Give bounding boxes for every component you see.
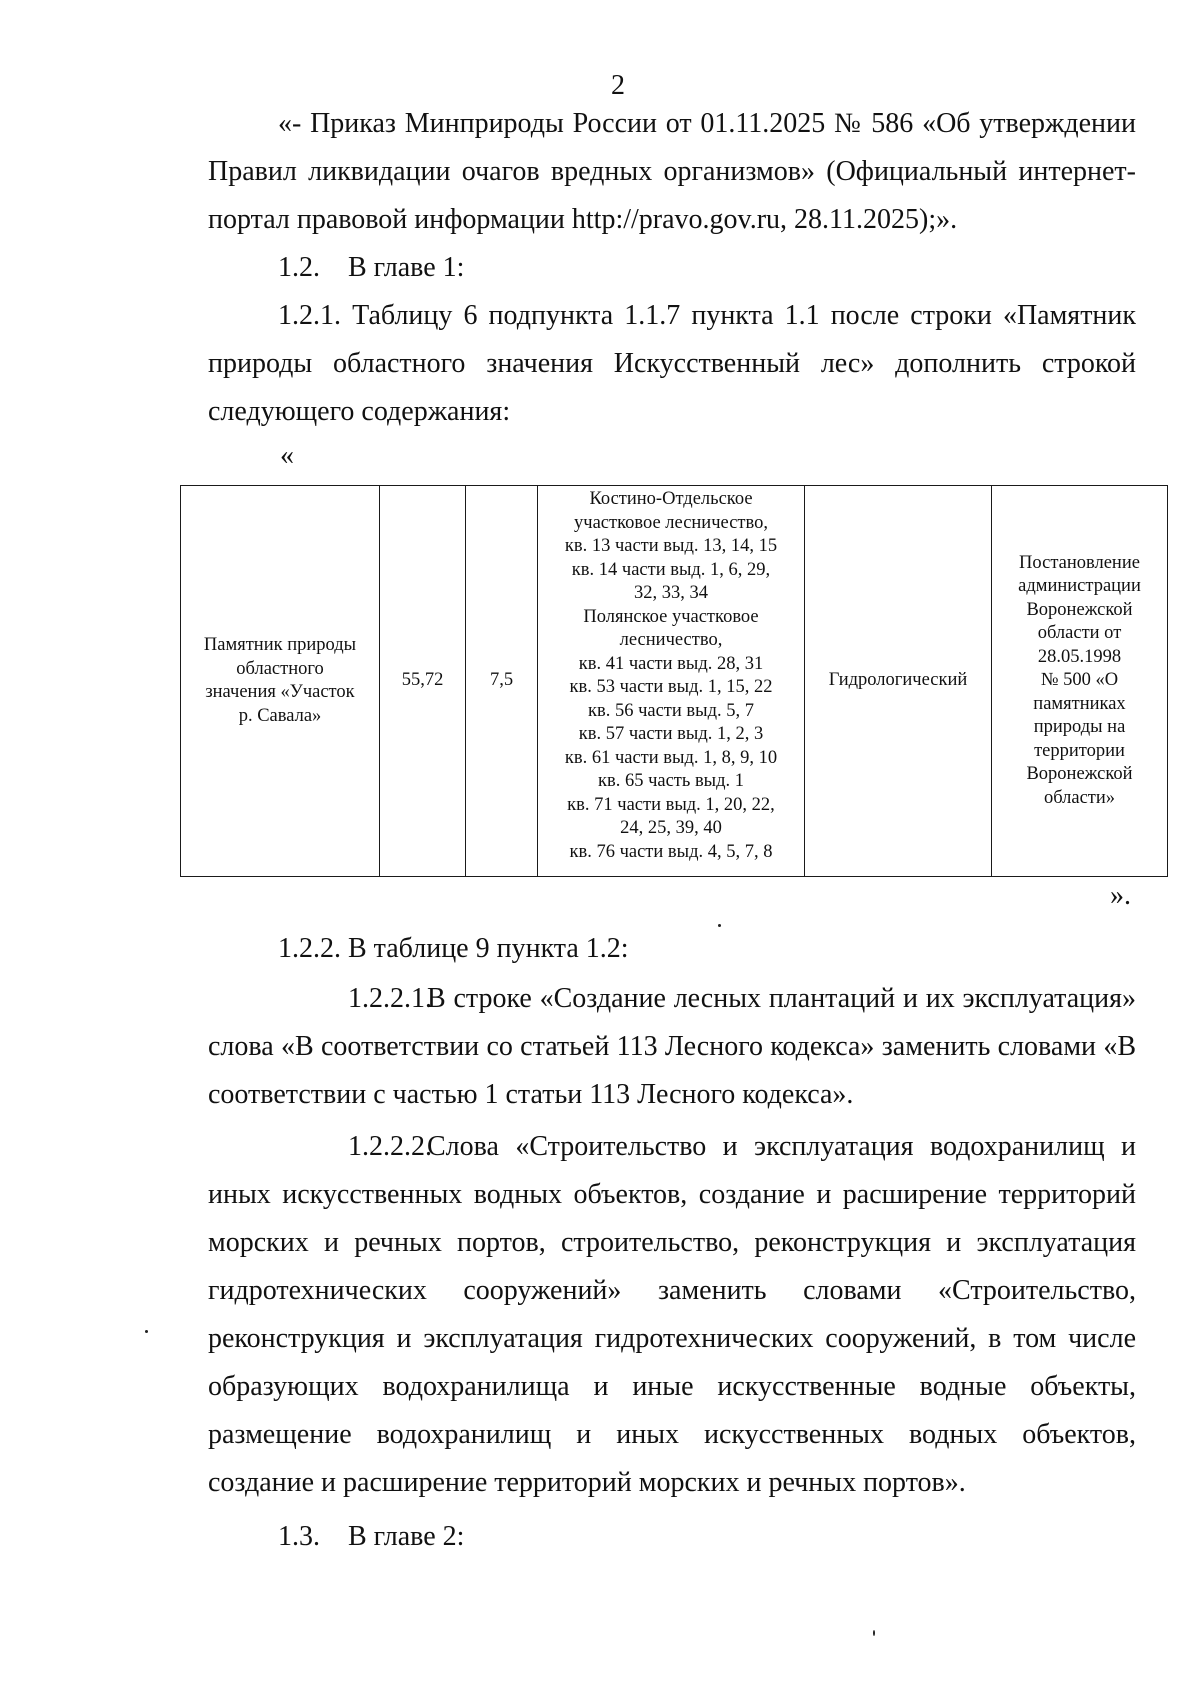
section-1-3	[278, 1513, 1136, 1561]
section-1-3-number: 1.3.	[278, 1521, 320, 1552]
inserted-table-row	[180, 485, 1168, 877]
section-1-2-2-1-text: В строке «Создание лесных плантаций и их эксплуатация» слова «В соответствии со статьей 113 Лесного кодекса» заменить словами «В соответствии с частью 1 статьи 113 Лесного кодекса».	[208, 983, 1136, 1110]
section-1-2-number: 1.2.	[278, 252, 320, 283]
page-number: 2	[611, 70, 625, 101]
section-1-2-1: 1.2.1. Таблицу 6 подпункта 1.1.7 пункта 1.1 после строки «Памятник природы областного значения Искусственный лес» дополнить строкой следующего содержания:	[208, 300, 1136, 427]
section-1-2-2-2-number: 1.2.2.2.	[348, 1131, 432, 1162]
close-quote: ».	[1110, 880, 1131, 911]
section-1-2-2-2-text: Слова «Строительство и эксплуатация водохранилищ и иных искусственных водных объектов, создание и расширение территорий морских и речных портов, строительство, реконструкция и эксплуатация гидротехнических сооружений» заменить словами «Строительство, реконструкция и эксплуатация гидротехнических сооружений, в том числе образующих водохранилища и иные искусственные водные объекты, размещение водохранилищ и иных искусственных водных объектов, создание и расширение территорий морских и речных портов».	[208, 1131, 1136, 1498]
section-1-2-2: 1.2.2. В таблице 9 пункта 1.2:	[278, 933, 629, 964]
scan-speck	[145, 1330, 148, 1333]
open-quote: «	[280, 440, 294, 471]
cell-protection-zone: 7,5	[466, 486, 538, 877]
section-1-3-text: В главе 2:	[348, 1521, 465, 1552]
cell-basis: Постановление администрации Воронежской области от 28.05.1998 № 500 «О памятниках природы на территории Воронежской области»	[992, 486, 1168, 877]
scan-speck	[718, 924, 721, 927]
section-1-2-2-1-number: 1.2.2.1.	[348, 983, 432, 1014]
table-row	[181, 486, 1168, 877]
cell-profile: Гидрологический	[805, 486, 992, 877]
intro-paragraph: «- Приказ Минприроды России от 01.11.2025 № 586 «Об утверждении Правил ликвидации очагов вредных организмов» (Официальный интернет-портал правовой информации http://pravo.gov.ru, 28.11.2025);».	[208, 108, 1136, 235]
section-1-2-2-1	[208, 975, 1136, 1119]
section-1-2-text: В главе 1:	[348, 252, 465, 283]
cell-area: 55,72	[380, 486, 466, 877]
cell-name: Памятник природы областного значения «Участок р. Савала»	[181, 486, 380, 877]
cell-location: Костино-Отдельское участковое лесничество, кв. 13 части выд. 13, 14, 15 кв. 14 части выд. 1, 6, 29, 32, 33, 34 Полянское участковое лесничество, кв. 41 части выд. 28, 31 кв. 53 части выд. 1, 15, 22 кв. 56 части выд. 5, 7 кв. 57 части выд. 1, 2, 3 кв. 61 части выд. 1, 8, 9, 10 кв. 65 часть выд. 1 кв. 71 части выд. 1, 20, 22, 24, 25, 39, 40 кв. 76 части выд. 4, 5, 7, 8	[538, 486, 805, 877]
section-1-2	[278, 244, 1136, 292]
section-1-2-2-2	[208, 1123, 1136, 1507]
scan-speck	[873, 1630, 875, 1636]
